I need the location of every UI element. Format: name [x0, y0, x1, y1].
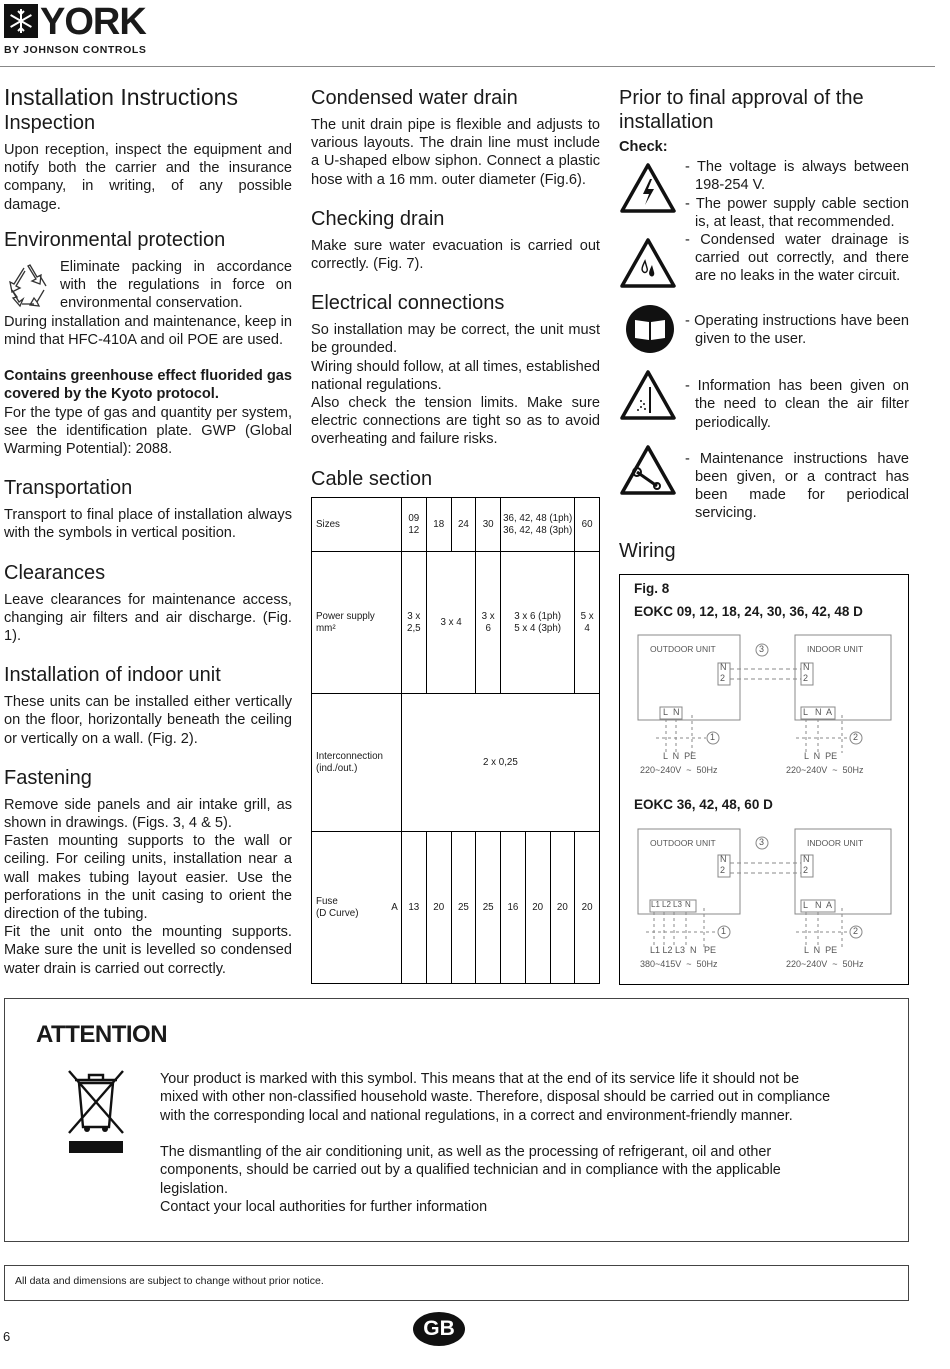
- page-title: Installation Instructions: [4, 84, 238, 110]
- brand-logo: [4, 2, 164, 58]
- power-cell: 3 x 4: [426, 552, 475, 694]
- check-item: - The voltage is always between 198-254 V.: [685, 159, 909, 194]
- terminal-l: L: [803, 707, 809, 717]
- terminal-l: L: [663, 707, 669, 717]
- terminal-n: N: [720, 662, 727, 672]
- table-row-interconnection: [312, 694, 600, 832]
- size-cell: 18: [426, 498, 451, 552]
- interconnection-label: Interconnection (ind./out.): [312, 694, 402, 832]
- drain-heading: Condensed water drain: [311, 87, 518, 109]
- checking-drain-heading: Checking drain: [311, 207, 445, 230]
- checking-drain-text: Make sure water evacuation is carried out correctly. (Fig. 7).: [311, 237, 600, 273]
- voltage-label: 220~240V ~ 50Hz: [786, 765, 864, 775]
- connection-1: 1: [721, 926, 727, 936]
- terminal-legend: L N PE: [663, 751, 697, 761]
- attention-paragraph-3: Contact your local authorities for further information: [160, 1199, 488, 1215]
- terminal-n: N: [815, 707, 822, 717]
- sizes-label: Sizes: [312, 498, 402, 552]
- filter-cleaning-icon: [619, 369, 685, 426]
- column-left: [4, 84, 292, 978]
- environment-text-2: During installation and maintenance, keep in mind that HFC-410A and oil POE are used.: [4, 313, 292, 349]
- diagram-title-2: EOKC 36, 42, 48, 60 D: [634, 797, 773, 812]
- indoor-unit-text: These units can be installed either vertically on the floor, horizontally beneath the ceiling or vertically on a wall. (Fig. 2).: [4, 694, 292, 747]
- voltage-label: 220~240V ~ 50Hz: [640, 765, 718, 775]
- clearances-text: Leave clearances for maintenance access, changing air filters and air discharge. (Fig. 1).: [4, 591, 292, 645]
- connection-1: 1: [710, 732, 716, 742]
- recycle-icon: [4, 258, 60, 313]
- connection-2: 2: [853, 732, 859, 742]
- terminal-n: N: [673, 707, 680, 717]
- manual-book-icon: [625, 304, 685, 359]
- check-item: - Maintenance instructions have been given, or a contract has been made for periodical servicing.: [685, 450, 909, 522]
- crossed-bin-icon: [65, 1067, 127, 1157]
- terminal-2: 2: [720, 673, 726, 683]
- fuse-label: Fuse (D Curve): [312, 832, 390, 984]
- interconnection-cell: 2 x 0,25: [401, 694, 599, 832]
- connection-2: 2: [853, 926, 859, 936]
- fuse-cell: 25: [451, 832, 476, 984]
- check-item: - Operating instructions have been given to the user.: [685, 313, 909, 348]
- cable-section-table: [311, 497, 600, 984]
- outdoor-unit-label: OUTDOOR UNIT: [650, 838, 716, 848]
- size-cell: 24: [451, 498, 476, 552]
- greenhouse-gas-notice: Contains greenhouse effect fluorided gas covered by the Kyoto protocol.: [4, 368, 292, 403]
- environmental-heading: Environmental protection: [4, 228, 226, 251]
- attention-box: [4, 998, 909, 1242]
- table-row-power: [312, 552, 600, 694]
- electrical-text: So installation may be correct, the unit must be grounded. Wiring should follow, at all times, established national regulations. Also check the tension limits. Make sure electric connections are tight so as to avoid overheating and failure risks.: [311, 322, 600, 448]
- voltage-label: 380~415V ~ 50Hz: [640, 959, 718, 969]
- drain-text: The unit drain pipe is flexible and adjusts to various layouts. The drain line must include a U-shaped elbow siphon. Connect a plastic hose with a 16 mm. outer diameter (Fig.6).: [311, 117, 600, 188]
- terminal-l1: L1: [651, 900, 660, 909]
- fuse-cell: 20: [525, 832, 550, 984]
- terminal-2: 2: [720, 865, 726, 875]
- terminal-a: A: [826, 707, 833, 717]
- inspection-text: Upon reception, inspect the equipment and notify both the carrier and the insurance company, in writing, of any possible damage.: [4, 142, 292, 213]
- page-number: 6: [3, 1329, 11, 1344]
- check-group-electrical: [619, 144, 909, 294]
- brand-name: YORK: [40, 1, 146, 43]
- check-item: - The power supply cable section is, at least, that recommended.: [685, 195, 909, 230]
- attention-paragraph-1: Your product is marked with this symbol. This means that at the end of its service life it should not be mixed with other non-classified household waste. Therefore, disposal should be carried out in compliance with the corresponding local and national regulations, in a correct and environment-friendly manner.: [160, 1071, 831, 1124]
- indoor-unit-label: INDOOR UNIT: [807, 644, 864, 654]
- cable-section-heading: Cable section: [311, 467, 433, 490]
- outdoor-unit-label: OUTDOOR UNIT: [650, 644, 716, 654]
- fuse-cell: 25: [476, 832, 501, 984]
- terminal-2: 2: [803, 673, 809, 683]
- terminal-n: N: [815, 900, 822, 910]
- connection-3: 3: [759, 644, 765, 654]
- check-label: Check:: [619, 139, 668, 155]
- size-cell: 36, 42, 48 (1ph) 36, 42, 48 (3ph): [501, 498, 575, 552]
- snowflake-icon: [4, 4, 38, 38]
- check-group-filter: [619, 377, 909, 432]
- terminal-2: 2: [803, 865, 809, 875]
- power-supply-label: Power supply mm²: [312, 552, 402, 694]
- check-item: - Condensed water drainage is carried out correctly, and there are no leaks in the water circuit.: [685, 232, 909, 285]
- terminal-n: N: [720, 854, 727, 864]
- indoor-unit-heading: Installation of indoor unit: [4, 664, 221, 687]
- voltage-label: 220~240V ~ 50Hz: [786, 959, 864, 969]
- power-cell: 5 x 4: [575, 552, 600, 694]
- power-cell: 3 x 2,5: [401, 552, 426, 694]
- power-cell: 3 x 6 (1ph) 5 x 4 (3ph): [501, 552, 575, 694]
- disclaimer-note: All data and dimensions are subject to change without prior notice.: [4, 1265, 909, 1301]
- fastening-heading: Fastening: [4, 766, 92, 789]
- terminal-legend: L N PE: [804, 751, 838, 761]
- size-cell: 30: [476, 498, 501, 552]
- environment-block: [4, 258, 292, 313]
- header-divider: [0, 66, 935, 67]
- inspection-heading: Inspection: [4, 112, 96, 134]
- figure-label: Fig. 8: [634, 581, 670, 596]
- column-middle: [311, 84, 600, 491]
- attention-paragraph-2: The dismantling of the air conditioning unit, as well as the processing of refrigerant, oil and other components, should be carried out by a qualified technician and in compliance with the applicable legislation.: [160, 1144, 781, 1197]
- transportation-heading: Transportation: [4, 477, 133, 500]
- table-row-sizes: [312, 498, 600, 552]
- fuse-cell: 20: [426, 832, 451, 984]
- column-right: [619, 84, 909, 563]
- power-cell: 3 x 6: [476, 552, 501, 694]
- wiring-heading: Wiring: [619, 539, 676, 562]
- water-hazard-icon: [619, 237, 685, 294]
- brand-subtitle: BY JOHNSON CONTROLS: [4, 44, 147, 56]
- environment-text-1: Eliminate packing in accordance with the regulations in force on environmental conservation.: [60, 258, 292, 312]
- connection-3: 3: [759, 837, 765, 847]
- terminal-a: A: [826, 900, 833, 910]
- terminal-l: L: [803, 900, 809, 910]
- fuse-cell: 20: [550, 832, 575, 984]
- terminal-l3: L3: [673, 900, 682, 909]
- size-cell: 09 12: [401, 498, 426, 552]
- transportation-text: Transport to final place of installation always with the symbols in vertical position.: [4, 507, 292, 542]
- table-row-fuse: [312, 832, 600, 984]
- wiring-lines: [620, 575, 910, 986]
- electrical-heading: Electrical connections: [311, 292, 505, 315]
- wrench-icon: [619, 444, 685, 501]
- terminal-n: N: [803, 854, 810, 864]
- fuse-cell: 13: [401, 832, 426, 984]
- wiring-diagram: [619, 574, 909, 985]
- language-badge: GB: [413, 1312, 465, 1346]
- diagram-title-1: EOKC 09, 12, 18, 24, 30, 36, 42, 48 D: [634, 604, 863, 619]
- fuse-cell: 16: [501, 832, 526, 984]
- environment-text-3: For the type of gas and quantity per system, see the identification plate. GWP (Global Warming Potential): 2088.: [4, 404, 292, 458]
- terminal-legend: L1 L2 L3 N PE: [650, 945, 717, 955]
- terminal-n: N: [685, 900, 691, 909]
- fuse-cell: 20: [575, 832, 600, 984]
- final-approval-heading: Prior to final approval of the installation: [619, 87, 864, 133]
- terminal-n: N: [803, 662, 810, 672]
- terminal-legend: L N PE: [804, 945, 838, 955]
- indoor-unit-label: INDOOR UNIT: [807, 838, 864, 848]
- fuse-unit: A: [389, 832, 401, 984]
- check-group-manual: [619, 312, 909, 359]
- check-item: - Information has been given on the need to clean the air filter periodically.: [685, 378, 909, 431]
- electrical-hazard-icon: [619, 162, 685, 219]
- fastening-text: Remove side panels and air intake grill, as shown in drawings. (Figs. 3, 4 & 5). Fasten mounting supports to the wall or ceiling. For ceiling units, installation near a wall makes tubing layout easier. Use the perforations in the unit casing to orient the direction of the tubing. Fit the unit onto the mounting supports. Make sure the unit is levelled so condensed water drain is carried out correctly.: [4, 796, 292, 977]
- size-cell: 60: [575, 498, 600, 552]
- terminal-l2: L2: [662, 900, 671, 909]
- clearances-heading: Clearances: [4, 561, 106, 584]
- check-group-maintenance: [619, 450, 909, 523]
- attention-title: ATTENTION: [36, 1021, 168, 1048]
